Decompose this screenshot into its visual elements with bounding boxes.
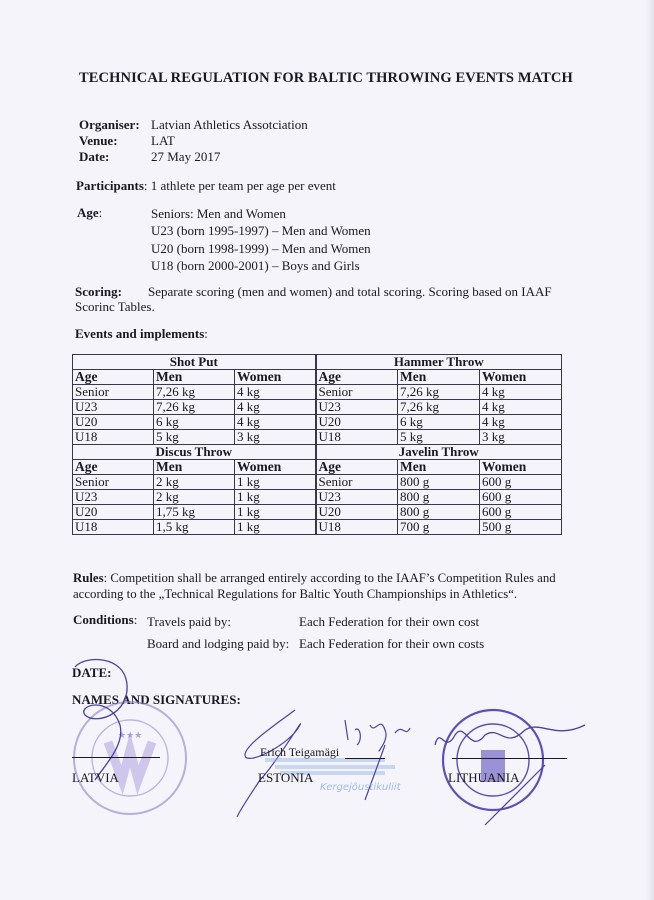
participants-colon: :	[143, 178, 148, 193]
table-cell: 1 kg	[235, 520, 316, 535]
event-title-hammer-throw: Hammer Throw	[316, 355, 562, 370]
board-label: Board and lodging paid by:	[147, 636, 290, 651]
table-row	[73, 520, 562, 535]
table-cell: U20	[316, 415, 398, 430]
latvia-label: LATVIA	[72, 770, 119, 785]
board-value: Each Federation for their own costs	[299, 636, 485, 651]
table-cell: U18	[316, 430, 398, 445]
conditions-label-wrap	[73, 612, 137, 628]
rules-label: Rules	[73, 571, 104, 585]
conditions-colon: :	[133, 612, 138, 627]
page-edge-shadow	[646, 0, 654, 900]
estonia-label: ESTONIA	[258, 770, 314, 785]
column-header-women: Women	[480, 370, 562, 385]
estonia-signatory-name: Erich Teigamägi	[260, 745, 340, 759]
event-title-discus-throw: Discus Throw	[73, 445, 316, 460]
column-header-men: Men	[154, 370, 235, 385]
table-cell: U18	[73, 430, 154, 445]
age-label: Age	[77, 205, 99, 220]
table-cell: U20	[73, 505, 154, 520]
table-row	[73, 490, 562, 505]
venue-label: Venue:	[79, 133, 118, 148]
events-table	[72, 354, 562, 535]
table-cell: 5 kg	[154, 430, 235, 445]
table-cell: 6 kg	[154, 415, 235, 430]
travel-value: Each Federation for their own cost	[299, 614, 480, 629]
table-row	[73, 445, 562, 460]
table-cell: 1,5 kg	[154, 520, 235, 535]
column-header-men: Men	[154, 460, 235, 475]
table-cell: 4 kg	[480, 400, 562, 415]
rules-block	[73, 570, 593, 602]
participants-value: 1 athlete per team per age per event	[150, 178, 336, 193]
document-title: TECHNICAL REGULATION FOR BALTIC THROWING EVENTS MATCH	[79, 70, 573, 86]
table-cell: 1 kg	[235, 490, 316, 505]
events-heading-colon: :	[204, 326, 208, 341]
rules-line1: : Competition shall be arranged entirely according to the IAAF’s Competition Rules and	[103, 571, 556, 585]
table-cell: 800 g	[398, 475, 480, 490]
table-cell: 4 kg	[480, 385, 562, 400]
age-lines	[151, 205, 371, 274]
scoring-line2: Scorinc Tables.	[75, 299, 155, 314]
table-cell: 2 kg	[154, 490, 235, 505]
svg-text:★★★: ★★★	[118, 730, 143, 740]
table-cell: 700 g	[398, 520, 480, 535]
table-cell: 500 g	[480, 520, 562, 535]
organiser-row	[79, 117, 308, 133]
table-cell: Senior	[316, 385, 398, 400]
table-cell: 7,26 kg	[154, 385, 235, 400]
table-cell: 6 kg	[398, 415, 480, 430]
table-row	[73, 415, 562, 430]
table-cell: 4 kg	[235, 400, 316, 415]
estonia-signature-line	[345, 758, 385, 759]
column-header-women: Women	[235, 460, 316, 475]
age-line: U23 (born 1995-1997) – Men and Women	[151, 223, 371, 239]
lithuania-signature-line	[452, 758, 567, 759]
table-cell: 1 kg	[235, 505, 316, 520]
organiser-value: Latvian Athletics Assotciation	[151, 117, 308, 132]
table-cell: U23	[73, 490, 154, 505]
event-title-shot-put: Shot Put	[73, 355, 316, 370]
column-header-women: Women	[235, 370, 316, 385]
table-cell: 1,75 kg	[154, 505, 235, 520]
table-cell: 7,26 kg	[154, 400, 235, 415]
column-header-age: Age	[73, 370, 154, 385]
table-cell: 800 g	[398, 490, 480, 505]
table-cell: 4 kg	[235, 415, 316, 430]
rules-line2: according to the „Technical Regulations for Baltic Youth Championships in Athletics“.	[73, 587, 518, 601]
column-header-age: Age	[316, 460, 398, 475]
table-cell: 600 g	[480, 490, 562, 505]
table-cell: 7,26 kg	[398, 400, 480, 415]
estonia-stamp-text: Kergejõustikuliit	[320, 782, 401, 793]
table-cell: U23	[73, 400, 154, 415]
date-signature-label: DATE:	[72, 665, 112, 680]
table-cell: Senior	[73, 385, 154, 400]
table-row	[73, 430, 562, 445]
date-label: Date:	[79, 149, 110, 164]
table-cell: U20	[316, 505, 398, 520]
table-row	[73, 355, 562, 370]
table-cell: 3 kg	[235, 430, 316, 445]
travel-label: Travels paid by:	[147, 614, 232, 629]
names-and-signatures-label: NAMES AND SIGNATURES:	[72, 692, 241, 707]
estonia-signature-icon	[235, 705, 425, 825]
scoring-label: Scoring:	[75, 284, 122, 299]
table-cell: U18	[316, 520, 398, 535]
column-header-age: Age	[316, 370, 398, 385]
age-colon: :	[98, 205, 103, 220]
column-header-men: Men	[398, 460, 480, 475]
table-cell: Senior	[316, 475, 398, 490]
table-row	[73, 475, 562, 490]
table-header-row	[73, 460, 562, 475]
table-cell: 2 kg	[154, 475, 235, 490]
table-cell: 600 g	[480, 505, 562, 520]
table-cell: U23	[316, 490, 398, 505]
column-header-men: Men	[398, 370, 480, 385]
table-cell: 1 kg	[235, 475, 316, 490]
latvia-signature-line	[72, 757, 160, 758]
table-cell: 4 kg	[235, 385, 316, 400]
table-header-row	[73, 370, 562, 385]
table-row	[73, 400, 562, 415]
participants-label: Participants	[76, 178, 144, 193]
scoring-block	[75, 284, 575, 314]
table-row	[73, 505, 562, 520]
lithuania-label: LITHUANIA	[448, 770, 520, 785]
table-cell: 3 kg	[480, 430, 562, 445]
age-label-wrap	[77, 205, 102, 221]
date-row	[79, 149, 220, 165]
table-cell: U20	[73, 415, 154, 430]
table-cell: U23	[316, 400, 398, 415]
conditions-label: Conditions	[73, 612, 134, 627]
table-row	[73, 385, 562, 400]
age-line: Seniors: Men and Women	[151, 206, 286, 221]
age-line: U18 (born 2000-2001) – Boys and Girls	[151, 257, 360, 273]
latvia-signature-icon	[65, 655, 145, 785]
table-cell: 600 g	[480, 475, 562, 490]
organiser-label: Organiser:	[79, 117, 140, 132]
column-header-women: Women	[480, 460, 562, 475]
scoring-line1: Separate scoring (men and women) and total scoring. Scoring based on IAAF	[148, 284, 552, 299]
table-cell: U18	[73, 520, 154, 535]
table-cell: 800 g	[398, 505, 480, 520]
age-line: U20 (born 1998-1999) – Men and Women	[151, 240, 371, 256]
events-heading-label: Events and implements	[75, 326, 205, 341]
table-cell: Senior	[73, 475, 154, 490]
date-value: 27 May 2017	[151, 149, 221, 164]
table-cell: 4 kg	[480, 415, 562, 430]
table-cell: 7,26 kg	[398, 385, 480, 400]
table-cell: 5 kg	[398, 430, 480, 445]
participants-row	[76, 178, 336, 194]
event-title-javelin-throw: Javelin Throw	[316, 445, 562, 460]
events-heading	[75, 326, 208, 342]
venue-row	[79, 133, 175, 149]
column-header-age: Age	[73, 460, 154, 475]
venue-value: LAT	[151, 133, 175, 148]
